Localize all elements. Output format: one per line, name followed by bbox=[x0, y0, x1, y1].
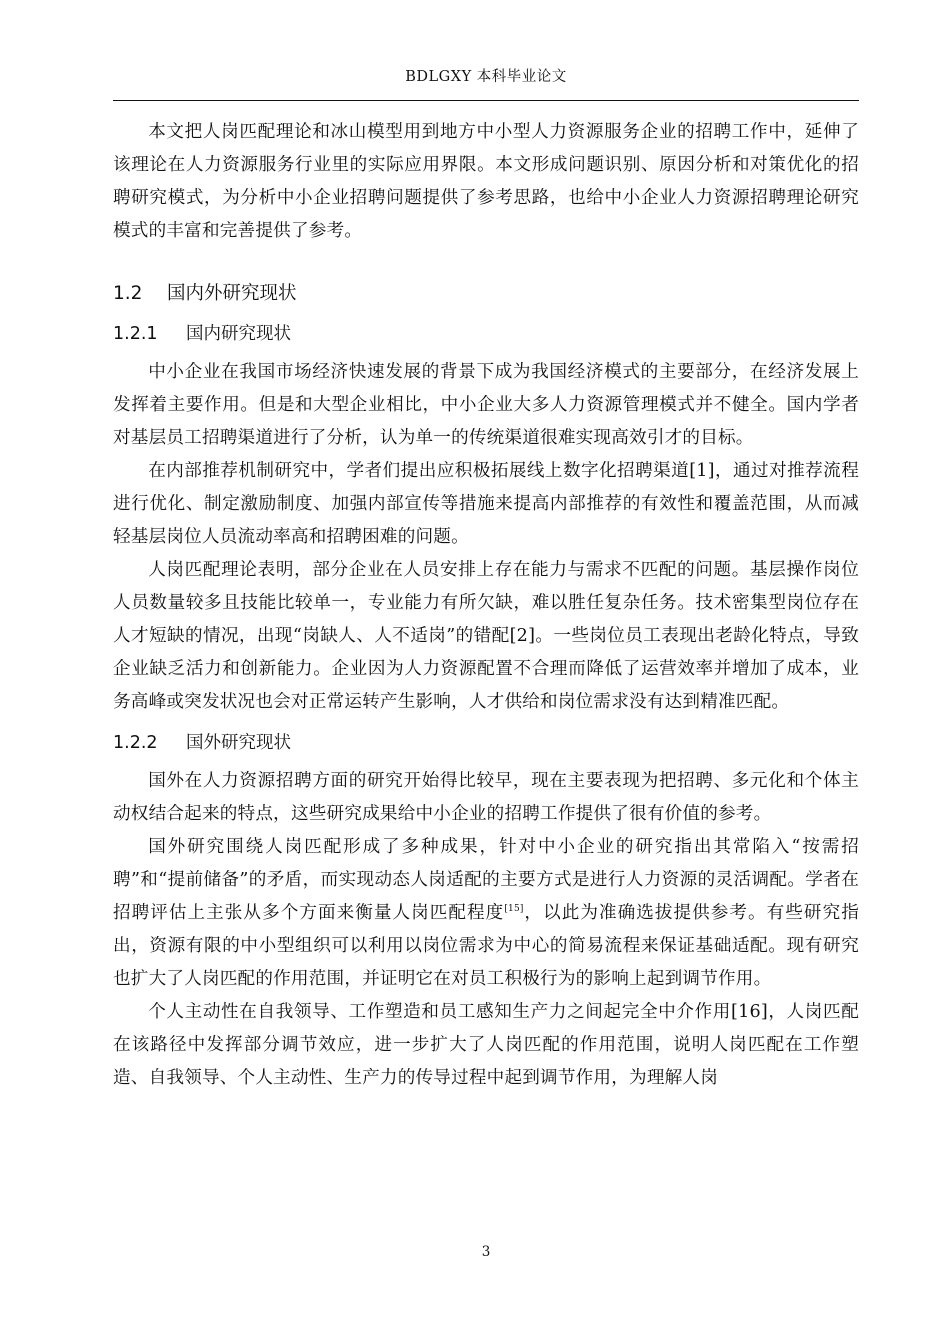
paragraph-text: 国外研究围绕人岗匹配形成了多种成果，针对中小企业的研究指出其常陷入“按需招聘”和“提前储备”的矛盾，而实现动态人岗适配的主要方式是进行人力资源的灵活调配。学者在招聘评估上主张从多个方面来衡量人岗匹配程度 bbox=[113, 837, 859, 923]
body-paragraph bbox=[113, 831, 859, 996]
section-number: 1.2 bbox=[113, 283, 143, 304]
subsection-heading-domestic bbox=[113, 320, 859, 348]
subsection-number: 1.2.1 bbox=[113, 324, 158, 344]
intro-paragraph: 本文把人岗匹配理论和冰山模型用到地方中小型人力资源服务企业的招聘工作中，延伸了该理论在人力资源服务行业里的实际应用界限。本文形成问题识别、原因分析和对策优化的招聘研究模式，为分析中小企业招聘问题提供了参考思路，也给中小企业人力资源招聘理论研究模式的丰富和完善提供了参考。 bbox=[113, 122, 859, 241]
body-paragraph: 中小企业在我国市场经济快速发展的背景下成为我国经济模式的主要部分，在经济发展上发挥着主要作用。但是和大型企业相比，中小企业大多人力资源管理模式并不健全。国内学者对基层员工招聘渠道进行了分析，认为单一的传统渠道很难实现高效引才的目标。 bbox=[113, 362, 859, 448]
paragraph-text: ，以此为准确选拔提供参考。有些研究指出，资源有限的中小型组织可以利用以岗位需求为中心的简易流程来保证基础适配。现有研究也扩大了人岗匹配的作用范围，并证明它在对员工积极行为的影响上起到调节作用。 bbox=[113, 903, 859, 989]
subsection-title: 国外研究现状 bbox=[186, 733, 291, 753]
section-heading bbox=[113, 280, 859, 308]
body-paragraph: 个人主动性在自我领导、工作塑造和员工感知生产力之间起完全中介作用[16]，人岗匹配在该路径中发挥部分调节效应，进一步扩大了人岗匹配的作用范围，说明人岗匹配在工作塑造、自我领导、个人主动性、生产力的传导过程中起到调节作用，为理解人岗 bbox=[113, 1002, 859, 1088]
body-paragraph: 国外在人力资源招聘方面的研究开始得比较早，现在主要表现为把招聘、多元化和个体主动权结合起来的特点，这些研究成果给中小企业的招聘工作提供了很有价值的参考。 bbox=[113, 771, 859, 824]
subsection-title: 国内研究现状 bbox=[186, 324, 291, 344]
subsection-number: 1.2.2 bbox=[113, 733, 158, 753]
subsection-heading-foreign bbox=[113, 729, 859, 757]
body-paragraph: 在内部推荐机制研究中，学者们提出应积极拓展线上数字化招聘渠道[1]，通过对推荐流程进行优化、制定激励制度、加强内部宣传等措施来提高内部推荐的有效性和覆盖范围，从而减轻基层岗位人员流动率高和招聘困难的问题。 bbox=[113, 461, 859, 547]
page-body bbox=[113, 116, 859, 1095]
header-divider bbox=[113, 100, 859, 101]
citation-superscript: [15] bbox=[504, 904, 524, 914]
body-paragraph: 人岗匹配理论表明，部分企业在人员安排上存在能力与需求不匹配的问题。基层操作岗位人员数量较多且技能比较单一，专业能力有所欠缺，难以胜任复杂任务。技术密集型岗位存在人才短缺的情况，出现“岗缺人、人不适岗”的错配[2]。一些岗位员工表现出老龄化特点，导致企业缺乏活力和创新能力。企业因为人力资源配置不合理而降低了运营效率并增加了成本，业务高峰或突发状况也会对正常运转产生影响，人才供给和岗位需求没有达到精准匹配。 bbox=[113, 560, 859, 712]
section-title: 国内外研究现状 bbox=[167, 283, 297, 304]
running-header: BDLGXY 本科毕业论文 bbox=[405, 69, 567, 85]
page-number: 3 bbox=[481, 1244, 491, 1260]
